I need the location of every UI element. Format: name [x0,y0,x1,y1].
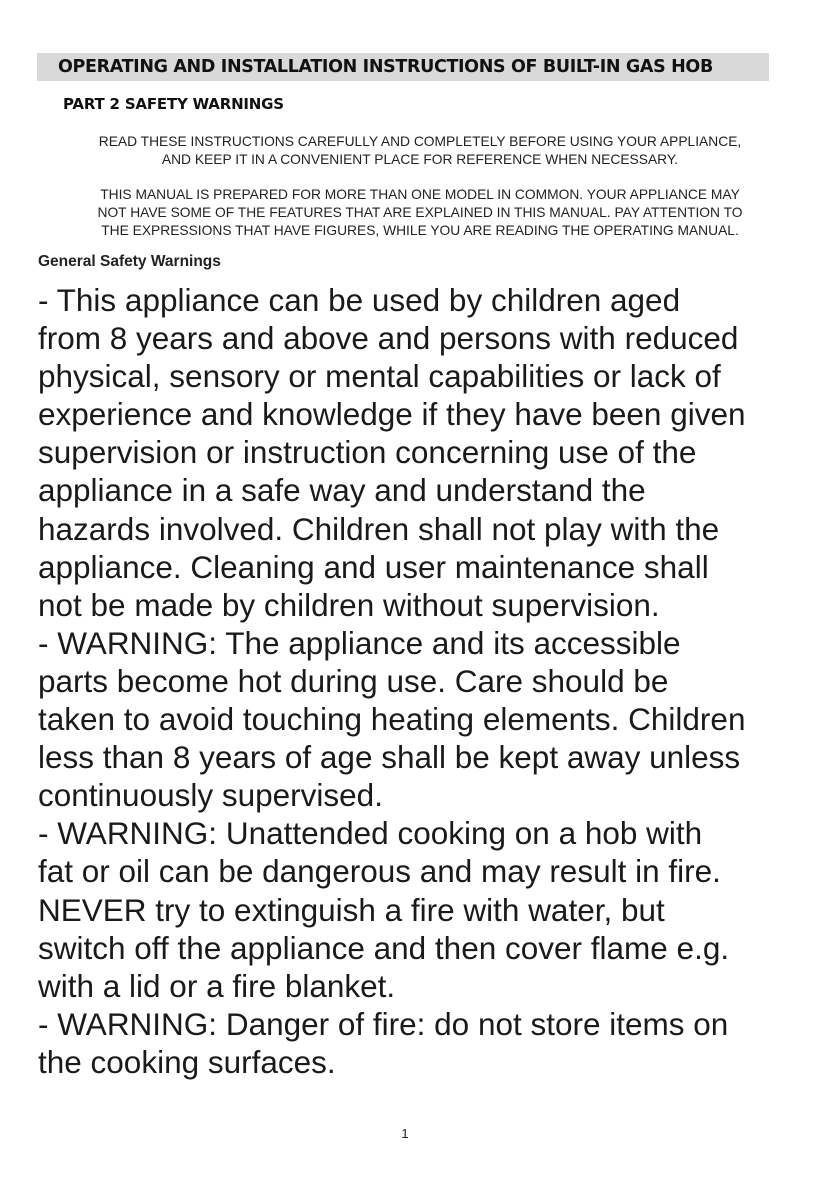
body-line: not be made by children without supervision. [38,586,660,623]
body-line: - WARNING: The appliance and its accessible [38,624,681,661]
body-line: - This appliance can be used by children aged [38,282,681,318]
safety-warnings-body [38,281,818,1081]
page-number: 1 [401,1126,409,1141]
body-line: appliance in a safe way and understand the [38,472,646,509]
manual-models-notice [40,186,800,240]
body-line: the cooking surfaces. [38,1043,336,1080]
part-heading: PART 2 SAFETY WARNINGS [63,95,284,113]
notice-line: AND KEEP IT IN A CONVENIENT PLACE FOR REFERENCE WHEN NECESSARY. [161,152,679,167]
body-line: taken to avoid touching heating elements. Children [38,701,746,738]
body-line: less than 8 years of age shall be kept away unless [38,739,741,776]
notice-line: READ THESE INSTRUCTIONS CAREFULLY AND COMPLETELY BEFORE USING YOUR APPLIANCE, [98,134,742,149]
notice-line: THE EXPRESSIONS THAT HAVE FIGURES, WHILE YOU ARE READING THE OPERATING MANUAL. [101,223,739,238]
body-line: switch off the appliance and then cover flame e.g. [38,929,730,966]
body-line: supervision or instruction concerning use of the [38,434,697,471]
body-line: continuously supervised. [38,777,383,814]
body-line: - WARNING: Unattended cooking on a hob with [38,815,703,852]
body-line: NEVER try to extinguish a fire with water, but [38,891,665,928]
body-line: experience and knowledge if they have been given [38,396,746,433]
notice-line: NOT HAVE SOME OF THE FEATURES THAT ARE EXPLAINED IN THIS MANUAL. PAY ATTENTION TO [97,205,743,220]
document-title-bar [37,53,769,81]
body-line: hazards involved. Children shall not play with the [38,510,720,547]
body-line: parts become hot during use. Care should be [38,662,669,699]
body-line: from 8 years and above and persons with reduced [38,320,739,357]
body-line: physical, sensory or mental capabilities or lack of [38,358,721,395]
body-line: with a lid or a fire blanket. [38,967,396,1004]
body-line: - WARNING: Danger of fire: do not store items on [38,1005,729,1042]
document-title: OPERATING AND INSTALLATION INSTRUCTIONS OF BUILT-IN GAS HOB [58,57,713,77]
body-line: appliance. Cleaning and user maintenance shall [38,548,709,585]
section-subheading: General Safety Warnings [38,253,221,270]
notice-line: THIS MANUAL IS PREPARED FOR MORE THAN ONE MODEL IN COMMON. YOUR APPLIANCE MAY [100,187,740,202]
read-instructions-notice [40,133,800,169]
body-line: fat or oil can be dangerous and may result in fire. [38,853,721,890]
